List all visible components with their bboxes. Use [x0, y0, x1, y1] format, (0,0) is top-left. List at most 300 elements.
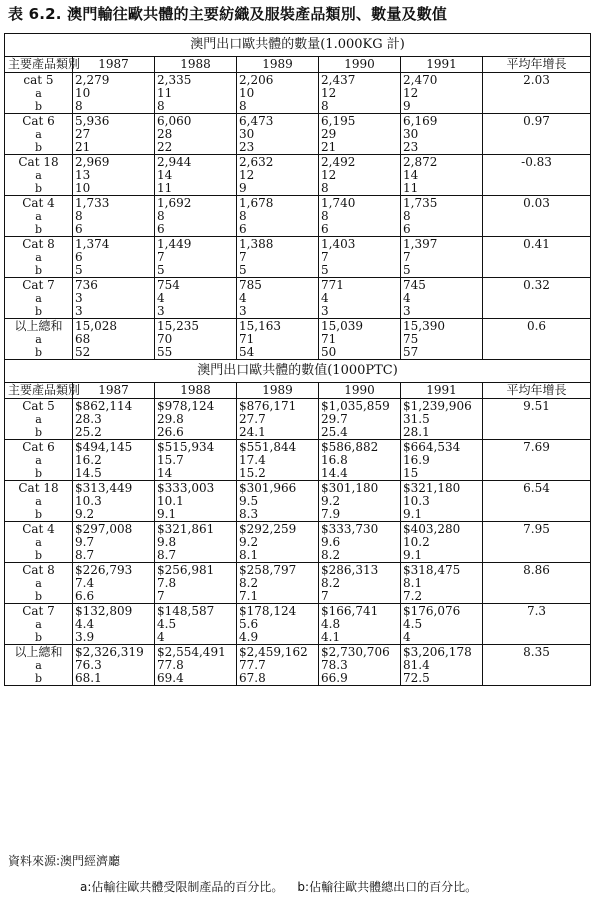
- growth-cell: 2.03: [483, 73, 591, 88]
- percent-a-cell: 29.8: [155, 413, 237, 426]
- growth-cell: 0.97: [483, 114, 591, 129]
- percent-a-cell: 28: [155, 128, 237, 141]
- percent-a-cell: 29: [319, 128, 401, 141]
- value-cell: $176,076: [401, 604, 483, 619]
- table-row: [5, 672, 591, 686]
- value-cell: $403,280: [401, 522, 483, 537]
- percent-b-cell: 5: [319, 264, 401, 278]
- percent-b-cell: 9: [401, 100, 483, 114]
- empty-cell: [483, 495, 591, 508]
- growth-cell: 6.54: [483, 481, 591, 496]
- percent-a-cell: 9.5: [237, 495, 319, 508]
- percent-b-cell: 25.4: [319, 426, 401, 440]
- percent-b-cell: 11: [155, 182, 237, 196]
- percent-a-cell: 9.8: [155, 536, 237, 549]
- value-cell: 2,279: [73, 73, 155, 88]
- percent-a-cell: 8.2: [319, 577, 401, 590]
- table-row: [5, 645, 591, 660]
- growth-cell: 0.03: [483, 196, 591, 211]
- percent-a-cell: 9.2: [237, 536, 319, 549]
- empty-cell: [483, 100, 591, 114]
- percent-a-cell: 12: [401, 87, 483, 100]
- percent-a-cell: 10.2: [401, 536, 483, 549]
- value-cell: $258,797: [237, 563, 319, 578]
- category-name: Cat 8: [5, 237, 73, 252]
- value-cell: $2,554,491: [155, 645, 237, 660]
- percent-b-cell: 6: [401, 223, 483, 237]
- percent-b-cell: 54: [237, 346, 319, 360]
- value-cell: $297,008: [73, 522, 155, 537]
- section-heading: 澳門出口歐共體的數值(1000PTC): [5, 360, 591, 383]
- percent-b-cell: 7.1: [237, 590, 319, 604]
- growth-cell: 0.6: [483, 319, 591, 334]
- table-row: [5, 481, 591, 496]
- value-cell: $318,475: [401, 563, 483, 578]
- percent-b-cell: 72.5: [401, 672, 483, 686]
- percent-b-cell: 8: [319, 182, 401, 196]
- percent-a-cell: 7: [319, 251, 401, 264]
- table-row: [5, 292, 591, 305]
- value-cell: $132,809: [73, 604, 155, 619]
- value-cell: $2,326,319: [73, 645, 155, 660]
- empty-cell: [483, 169, 591, 182]
- row-label-b: b: [5, 590, 73, 604]
- value-cell: 2,632: [237, 155, 319, 170]
- value-cell: $1,035,859: [319, 399, 401, 414]
- row-label-b: b: [5, 223, 73, 237]
- growth-cell: 0.41: [483, 237, 591, 252]
- percent-b-cell: 5: [155, 264, 237, 278]
- table-row: [5, 549, 591, 563]
- percent-b-cell: 8: [237, 100, 319, 114]
- value-cell: 1,388: [237, 237, 319, 252]
- row-label-a: a: [5, 659, 73, 672]
- table-row: [5, 604, 591, 619]
- percent-b-cell: 21: [319, 141, 401, 155]
- value-cell: 6,169: [401, 114, 483, 129]
- empty-cell: [483, 590, 591, 604]
- table-row: [5, 210, 591, 223]
- percent-b-cell: 7: [319, 590, 401, 604]
- table-row: [5, 128, 591, 141]
- percent-b-cell: 6: [155, 223, 237, 237]
- row-label-a: a: [5, 536, 73, 549]
- percent-a-cell: 16.9: [401, 454, 483, 467]
- empty-cell: [483, 549, 591, 563]
- percent-b-cell: 25.2: [73, 426, 155, 440]
- percent-b-cell: 4.1: [319, 631, 401, 645]
- table-row: [5, 522, 591, 537]
- percent-b-cell: 7.9: [319, 508, 401, 522]
- percent-b-cell: 6: [73, 223, 155, 237]
- percent-a-cell: 7.4: [73, 577, 155, 590]
- category-name: Cat 8: [5, 563, 73, 578]
- percent-a-cell: 4.8: [319, 618, 401, 631]
- row-label-b: b: [5, 672, 73, 686]
- table-row: [5, 169, 591, 182]
- value-cell: 1,692: [155, 196, 237, 211]
- row-label-b: b: [5, 426, 73, 440]
- percent-b-cell: 10: [73, 182, 155, 196]
- category-name: 以上總和: [5, 319, 73, 334]
- percent-b-cell: 14.4: [319, 467, 401, 481]
- value-cell: $2,459,162: [237, 645, 319, 660]
- growth-cell: 8.35: [483, 645, 591, 660]
- value-cell: $3,206,178: [401, 645, 483, 660]
- empty-cell: [483, 223, 591, 237]
- value-cell: 785: [237, 278, 319, 293]
- percent-a-cell: 27.7: [237, 413, 319, 426]
- header-year: 1987: [73, 383, 155, 399]
- header-year: 1990: [319, 383, 401, 399]
- percent-a-cell: 77.7: [237, 659, 319, 672]
- source-note: 資料來源:澳門經濟廳: [8, 854, 121, 868]
- header-row: [5, 383, 591, 399]
- value-cell: $862,114: [73, 399, 155, 414]
- value-cell: $333,730: [319, 522, 401, 537]
- percent-b-cell: 3: [319, 305, 401, 319]
- empty-cell: [483, 413, 591, 426]
- percent-a-cell: 8: [73, 210, 155, 223]
- value-cell: 15,028: [73, 319, 155, 334]
- percent-a-cell: 12: [319, 169, 401, 182]
- table-row: [5, 563, 591, 578]
- empty-cell: [483, 508, 591, 522]
- growth-cell: 9.51: [483, 399, 591, 414]
- row-label-a: a: [5, 413, 73, 426]
- percent-b-cell: 6: [319, 223, 401, 237]
- value-cell: $301,180: [319, 481, 401, 496]
- row-label-b: b: [5, 631, 73, 645]
- row-label-a: a: [5, 292, 73, 305]
- value-cell: 1,403: [319, 237, 401, 252]
- empty-cell: [483, 536, 591, 549]
- value-cell: 2,969: [73, 155, 155, 170]
- export-table: [4, 33, 591, 686]
- value-cell: $586,882: [319, 440, 401, 455]
- table-row: [5, 440, 591, 455]
- table-row: [5, 590, 591, 604]
- value-cell: 1,449: [155, 237, 237, 252]
- value-cell: $148,587: [155, 604, 237, 619]
- percent-a-cell: 8.2: [237, 577, 319, 590]
- percent-a-cell: 12: [237, 169, 319, 182]
- percent-a-cell: 7: [155, 251, 237, 264]
- value-cell: 1,397: [401, 237, 483, 252]
- percent-b-cell: 9.1: [401, 549, 483, 563]
- value-cell: 1,740: [319, 196, 401, 211]
- table-row: [5, 631, 591, 645]
- percent-b-cell: 5: [73, 264, 155, 278]
- percent-a-cell: 14: [401, 169, 483, 182]
- row-label-a: a: [5, 87, 73, 100]
- growth-cell: 7.69: [483, 440, 591, 455]
- percent-b-cell: 3.9: [73, 631, 155, 645]
- percent-b-cell: 3: [401, 305, 483, 319]
- percent-a-cell: 11: [155, 87, 237, 100]
- category-name: Cat 4: [5, 196, 73, 211]
- value-cell: 771: [319, 278, 401, 293]
- row-label-b: b: [5, 467, 73, 481]
- value-cell: $2,730,706: [319, 645, 401, 660]
- category-name: cat 5: [5, 73, 73, 88]
- percent-b-cell: 9.1: [155, 508, 237, 522]
- percent-b-cell: 23: [237, 141, 319, 155]
- category-name: Cat 6: [5, 114, 73, 129]
- header-year: 1990: [319, 57, 401, 73]
- empty-cell: [483, 659, 591, 672]
- percent-b-cell: 4.9: [237, 631, 319, 645]
- value-cell: $292,259: [237, 522, 319, 537]
- percent-b-cell: 4: [401, 631, 483, 645]
- percent-a-cell: 7: [401, 251, 483, 264]
- value-cell: 15,390: [401, 319, 483, 334]
- percent-a-cell: 16.8: [319, 454, 401, 467]
- percent-b-cell: 15.2: [237, 467, 319, 481]
- percent-b-cell: 4: [155, 631, 237, 645]
- percent-a-cell: 8: [237, 210, 319, 223]
- percent-b-cell: 5: [237, 264, 319, 278]
- value-cell: $978,124: [155, 399, 237, 414]
- percent-a-cell: 8: [401, 210, 483, 223]
- empty-cell: [483, 346, 591, 360]
- header-year: 1991: [401, 57, 483, 73]
- category-name: Cat 18: [5, 481, 73, 496]
- value-cell: $321,861: [155, 522, 237, 537]
- empty-cell: [483, 210, 591, 223]
- percent-b-cell: 3: [73, 305, 155, 319]
- value-cell: 6,060: [155, 114, 237, 129]
- header-year: 1987: [73, 57, 155, 73]
- percent-b-cell: 9.2: [73, 508, 155, 522]
- row-label-a: a: [5, 495, 73, 508]
- row-label-b: b: [5, 549, 73, 563]
- percent-a-cell: 81.4: [401, 659, 483, 672]
- percent-b-cell: 55: [155, 346, 237, 360]
- percent-b-cell: 8.2: [319, 549, 401, 563]
- row-label-a: a: [5, 210, 73, 223]
- percent-a-cell: 10: [237, 87, 319, 100]
- value-cell: $551,844: [237, 440, 319, 455]
- value-cell: $321,180: [401, 481, 483, 496]
- value-cell: 2,470: [401, 73, 483, 88]
- percent-b-cell: 26.6: [155, 426, 237, 440]
- percent-a-cell: 78.3: [319, 659, 401, 672]
- empty-cell: [483, 631, 591, 645]
- percent-b-cell: 5: [401, 264, 483, 278]
- row-label-b: b: [5, 264, 73, 278]
- percent-b-cell: 22: [155, 141, 237, 155]
- percent-a-cell: 8: [319, 210, 401, 223]
- percent-a-cell: 76.3: [73, 659, 155, 672]
- growth-cell: 7.3: [483, 604, 591, 619]
- value-cell: 2,492: [319, 155, 401, 170]
- growth-cell: 8.86: [483, 563, 591, 578]
- percent-b-cell: 66.9: [319, 672, 401, 686]
- percent-b-cell: 28.1: [401, 426, 483, 440]
- empty-cell: [483, 426, 591, 440]
- value-cell: 5,936: [73, 114, 155, 129]
- value-cell: 1,735: [401, 196, 483, 211]
- value-cell: $876,171: [237, 399, 319, 414]
- value-cell: $166,741: [319, 604, 401, 619]
- percent-a-cell: 9.6: [319, 536, 401, 549]
- category-name: Cat 7: [5, 604, 73, 619]
- percent-a-cell: 5.6: [237, 618, 319, 631]
- value-cell: 2,437: [319, 73, 401, 88]
- value-cell: 15,235: [155, 319, 237, 334]
- percent-a-cell: 16.2: [73, 454, 155, 467]
- percent-b-cell: 8.7: [73, 549, 155, 563]
- value-cell: 1,374: [73, 237, 155, 252]
- percent-a-cell: 4: [237, 292, 319, 305]
- value-cell: $301,966: [237, 481, 319, 496]
- percent-b-cell: 69.4: [155, 672, 237, 686]
- table-row: [5, 278, 591, 293]
- percent-a-cell: 4: [401, 292, 483, 305]
- table-row: [5, 467, 591, 481]
- category-name: Cat 7: [5, 278, 73, 293]
- percent-a-cell: 14: [155, 169, 237, 182]
- growth-cell: 7.95: [483, 522, 591, 537]
- empty-cell: [483, 128, 591, 141]
- value-cell: $1,239,906: [401, 399, 483, 414]
- empty-cell: [483, 618, 591, 631]
- percent-b-cell: 8: [73, 100, 155, 114]
- table-row: [5, 426, 591, 440]
- percent-a-cell: 30: [401, 128, 483, 141]
- percent-a-cell: 71: [319, 333, 401, 346]
- percent-a-cell: 6: [73, 251, 155, 264]
- percent-b-cell: 9: [237, 182, 319, 196]
- empty-cell: [483, 292, 591, 305]
- percent-b-cell: 6: [237, 223, 319, 237]
- footnote-a: a:佔輸往歐共體受限制產品的百分比。: [80, 880, 284, 894]
- percent-b-cell: 24.1: [237, 426, 319, 440]
- percent-a-cell: 30: [237, 128, 319, 141]
- header-category: 主要產品類別: [5, 383, 73, 399]
- empty-cell: [483, 467, 591, 481]
- percent-b-cell: 8.7: [155, 549, 237, 563]
- row-label-a: a: [5, 169, 73, 182]
- table-row: [5, 333, 591, 346]
- value-cell: 754: [155, 278, 237, 293]
- percent-a-cell: 12: [319, 87, 401, 100]
- table-row: [5, 346, 591, 360]
- header-year: 1989: [237, 57, 319, 73]
- table-row: [5, 508, 591, 522]
- percent-a-cell: 9.2: [319, 495, 401, 508]
- category-name: Cat 5: [5, 399, 73, 414]
- value-cell: 2,335: [155, 73, 237, 88]
- table-row: [5, 87, 591, 100]
- category-name: Cat 18: [5, 155, 73, 170]
- percent-a-cell: 77.8: [155, 659, 237, 672]
- percent-b-cell: 8: [155, 100, 237, 114]
- page-title: 表 6.2. 澳門輸往歐共體的主要紡織及服裝產品類別、數量及數值: [8, 5, 448, 23]
- table-row: [5, 223, 591, 237]
- value-cell: $178,124: [237, 604, 319, 619]
- value-cell: 2,206: [237, 73, 319, 88]
- growth-cell: 0.32: [483, 278, 591, 293]
- section-heading: 澳門出口歐共體的數量(1.000KG 計): [5, 34, 591, 57]
- empty-cell: [483, 577, 591, 590]
- table-row: [5, 73, 591, 88]
- percent-a-cell: 13: [73, 169, 155, 182]
- value-cell: 2,944: [155, 155, 237, 170]
- value-cell: 2,872: [401, 155, 483, 170]
- header-growth: 平均年增長: [483, 57, 591, 73]
- row-label-b: b: [5, 100, 73, 114]
- row-label-a: a: [5, 577, 73, 590]
- empty-cell: [483, 264, 591, 278]
- percent-a-cell: 29.7: [319, 413, 401, 426]
- empty-cell: [483, 87, 591, 100]
- row-label-b: b: [5, 182, 73, 196]
- percent-a-cell: 70: [155, 333, 237, 346]
- header-year: 1991: [401, 383, 483, 399]
- value-cell: $515,934: [155, 440, 237, 455]
- percent-b-cell: 6.6: [73, 590, 155, 604]
- row-label-b: b: [5, 141, 73, 155]
- value-cell: $333,003: [155, 481, 237, 496]
- value-cell: $286,313: [319, 563, 401, 578]
- percent-b-cell: 14: [155, 467, 237, 481]
- percent-a-cell: 15.7: [155, 454, 237, 467]
- percent-a-cell: 71: [237, 333, 319, 346]
- empty-cell: [483, 251, 591, 264]
- percent-b-cell: 7.2: [401, 590, 483, 604]
- category-name: 以上總和: [5, 645, 73, 660]
- empty-cell: [483, 305, 591, 319]
- percent-b-cell: 7: [155, 590, 237, 604]
- value-cell: 1,733: [73, 196, 155, 211]
- value-cell: $256,981: [155, 563, 237, 578]
- table-row: [5, 141, 591, 155]
- percent-a-cell: 4.4: [73, 618, 155, 631]
- header-year: 1988: [155, 383, 237, 399]
- percent-a-cell: 10.1: [155, 495, 237, 508]
- percent-b-cell: 50: [319, 346, 401, 360]
- row-label-a: a: [5, 333, 73, 346]
- value-cell: 6,473: [237, 114, 319, 129]
- percent-b-cell: 14.5: [73, 467, 155, 481]
- percent-a-cell: 28.3: [73, 413, 155, 426]
- percent-a-cell: 17.4: [237, 454, 319, 467]
- table-row: [5, 251, 591, 264]
- value-cell: 6,195: [319, 114, 401, 129]
- table-row: [5, 114, 591, 129]
- footnotes: [80, 878, 477, 895]
- percent-b-cell: 8.3: [237, 508, 319, 522]
- percent-b-cell: 9.1: [401, 508, 483, 522]
- percent-a-cell: 31.5: [401, 413, 483, 426]
- percent-a-cell: 8: [155, 210, 237, 223]
- value-cell: $664,534: [401, 440, 483, 455]
- header-growth: 平均年增長: [483, 383, 591, 399]
- percent-a-cell: 3: [73, 292, 155, 305]
- percent-b-cell: 3: [155, 305, 237, 319]
- percent-b-cell: 52: [73, 346, 155, 360]
- percent-a-cell: 4: [319, 292, 401, 305]
- value-cell: $494,145: [73, 440, 155, 455]
- percent-a-cell: 10.3: [401, 495, 483, 508]
- table-row: [5, 196, 591, 211]
- percent-a-cell: 9.7: [73, 536, 155, 549]
- table-row: [5, 182, 591, 196]
- row-label-b: b: [5, 305, 73, 319]
- percent-b-cell: 8: [319, 100, 401, 114]
